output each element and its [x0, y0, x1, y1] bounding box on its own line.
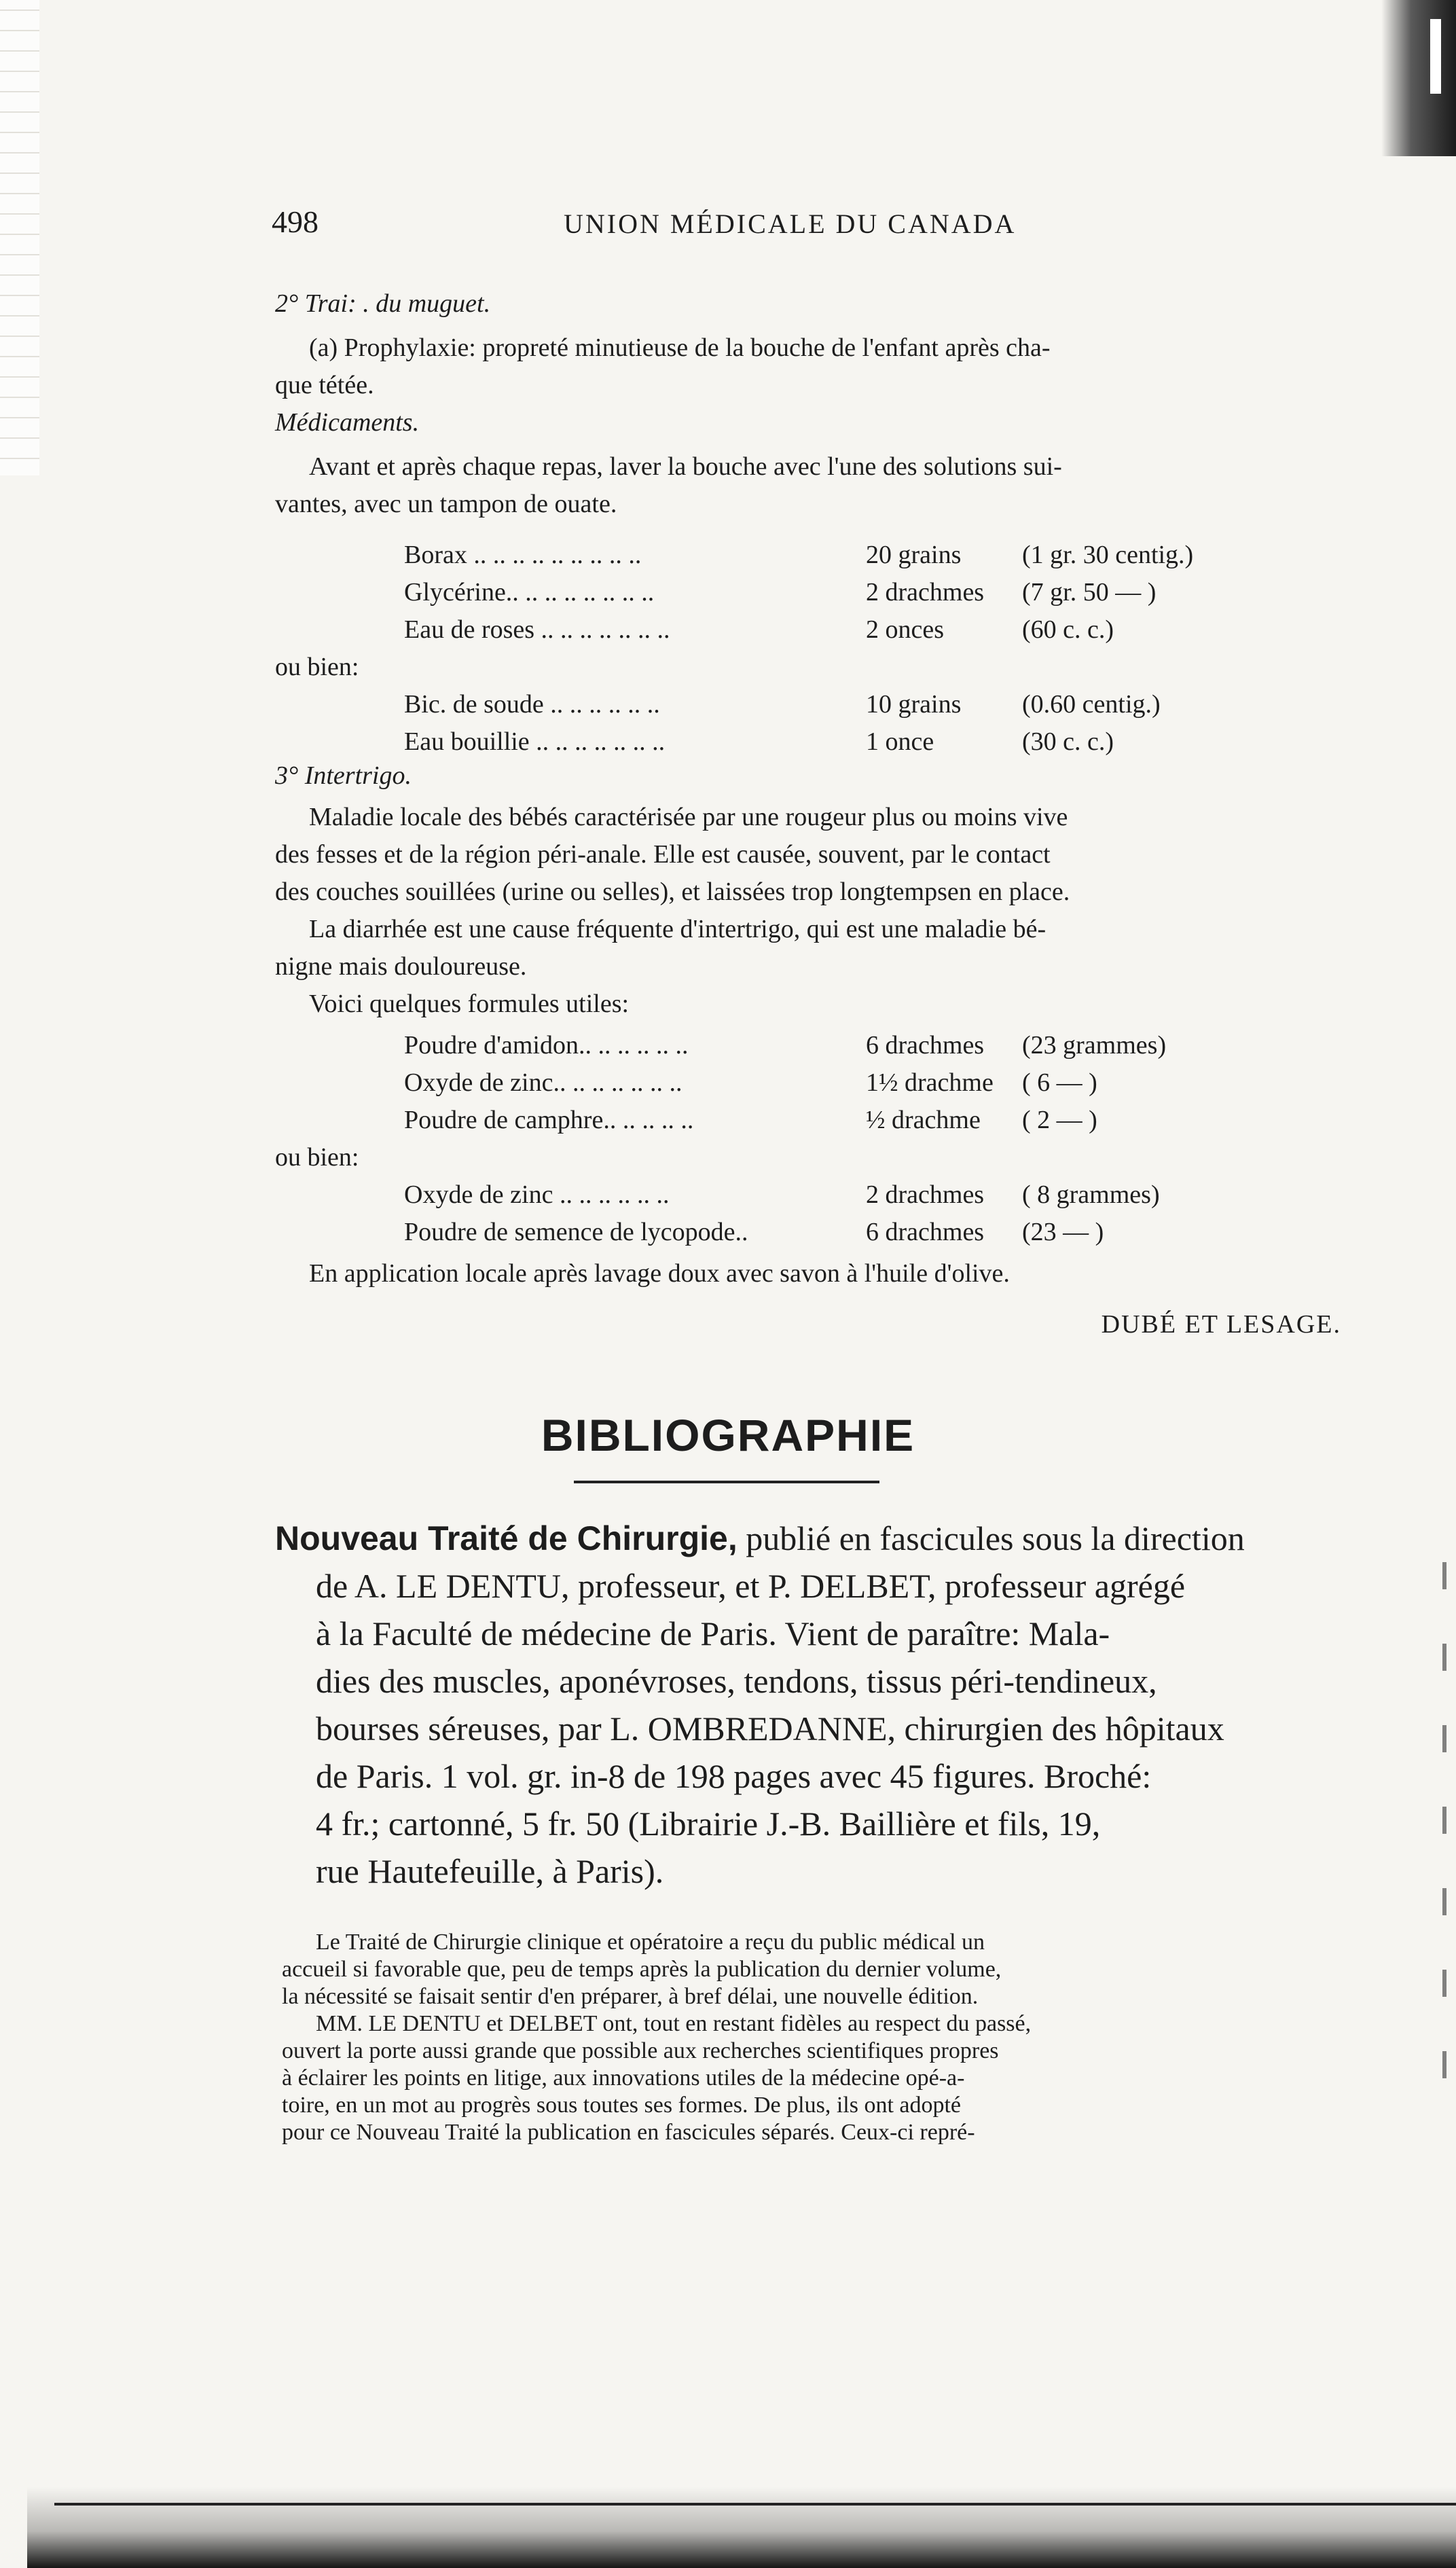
entry-line: dies des muscles, aponévroses, tendons, tissus péri-tendineux,: [316, 1662, 1157, 1700]
scan-bottom-shadow: [27, 2486, 1456, 2568]
ingredient: Eau bouillie .. .. .. .. .. .. ..: [404, 727, 666, 756]
quantity: 6 drachmes: [866, 1218, 985, 1246]
quantity: 2 onces: [866, 615, 945, 644]
metric: ( 8 grammes): [1022, 1180, 1160, 1209]
formula-row: [275, 537, 1430, 574]
quantity: 2 drachmes: [866, 578, 985, 607]
review-line: accueil si favorable que, peu de temps après la publication du dernier volume,: [282, 1957, 1002, 1982]
metric: (30 c. c.): [1022, 727, 1114, 756]
ingredient: Borax .. .. .. .. .. .. .. .. ..: [404, 541, 642, 569]
entry-line: bourses séreuses, par L. OMBREDANNE, chirurgien des hôpitaux: [316, 1710, 1224, 1748]
quantity: ½ drachme: [866, 1106, 981, 1134]
bibliography-entry: [275, 1515, 1443, 1895]
ingredient: Glycérine.. .. .. .. .. .. .. ..: [404, 578, 655, 607]
title-rule: [574, 1481, 879, 1483]
page-edge-left: [0, 0, 39, 475]
ou-bien-label: ou bien:: [275, 653, 359, 681]
formula-row: [275, 1176, 1430, 1214]
entry-first-line: [275, 1515, 1443, 1562]
paragraph-line: (a) Prophylaxie: propreté minutieuse de la bouche de l'enfant après cha-: [309, 333, 1051, 362]
paragraph-line: Avant et après chaque repas, laver la bouche avec l'une des solutions sui-: [309, 452, 1062, 481]
section-heading: 2° Trai: . du muguet.: [275, 289, 491, 318]
review-line: à éclairer les points en litige, aux innovations utiles de la médecine opé-a-: [282, 2065, 965, 2091]
formula-row: [275, 1027, 1430, 1064]
paragraph-line: Maladie locale des bébés caractérisée par une rougeur plus ou moins vive: [309, 803, 1068, 831]
paragraph-line: La diarrhée est une cause fréquente d'intertrigo, qui est une maladie bé-: [309, 915, 1046, 943]
formula-row: [275, 1064, 1430, 1102]
running-head: UNION MÉDICALE DU CANADA: [564, 209, 1017, 239]
metric: (7 gr. 50 — ): [1022, 578, 1157, 607]
review-line: ouvert la porte aussi grande que possible aux recherches scientifiques propres: [282, 2038, 999, 2063]
metric: (23 — ): [1022, 1218, 1104, 1246]
review-line: pour ce Nouveau Traité la publication en fascicules séparés. Ceux-ci repré-: [282, 2120, 975, 2145]
page-header: [272, 204, 1188, 251]
page-number: 498: [272, 204, 318, 239]
metric: (60 c. c.): [1022, 615, 1114, 644]
binding-shadow: [1381, 0, 1456, 156]
ingredient: Oxyde de zinc .. .. .. .. .. ..: [404, 1180, 670, 1209]
ou-bien-label: ou bien:: [275, 1143, 359, 1172]
scan-bottom-edge: [54, 2503, 1456, 2506]
paragraph-line: Voici quelques formules utiles:: [309, 990, 630, 1018]
subheading: Médicaments.: [275, 408, 420, 437]
metric: ( 6 — ): [1022, 1068, 1097, 1097]
paragraph-line: nigne mais douloureuse.: [275, 952, 527, 981]
quantity: 6 drachmes: [866, 1031, 985, 1060]
formula-row: [275, 574, 1430, 611]
ingredient: Oxyde de zinc.. .. .. .. .. .. ..: [404, 1068, 682, 1097]
quantity: 1½ drachme: [866, 1068, 994, 1097]
formula-row: [275, 686, 1430, 723]
entry-line: publié en fascicules sous la direction: [737, 1519, 1245, 1557]
ingredient: Eau de roses .. .. .. .. .. .. ..: [404, 615, 670, 644]
entry-line: 4 fr.; cartonné, 5 fr. 50 (Librairie J.-B. Baillière et fils, 19,: [316, 1805, 1101, 1843]
metric: (0.60 centig.): [1022, 690, 1161, 719]
signature: DUBÉ ET LESAGE.: [1101, 1310, 1341, 1339]
metric: ( 2 — ): [1022, 1106, 1097, 1134]
section-muguet: [275, 285, 1430, 761]
formula-table: [275, 686, 1430, 761]
formula-table: [275, 1176, 1430, 1251]
section-heading: 3° Intertrigo.: [275, 761, 412, 790]
quantity: 10 grains: [866, 690, 962, 719]
formula-row: [275, 611, 1430, 649]
formula-row: [275, 1102, 1430, 1139]
paragraph-line: En application locale après lavage doux avec savon à l'huile d'olive.: [309, 1259, 1010, 1288]
entry-line: à la Faculté de médecine de Paris. Vient de paraître: Mala-: [316, 1614, 1110, 1652]
ingredient: Poudre de camphre.. .. .. .. ..: [404, 1106, 694, 1134]
formula-row: [275, 723, 1430, 761]
book-title: Nouveau Traité de Chirurgie,: [275, 1519, 738, 1557]
bibliography-title: BIBLIOGRAPHIE: [541, 1410, 915, 1460]
metric: (23 grammes): [1022, 1031, 1167, 1060]
formula-table: [275, 1027, 1430, 1139]
quantity: 2 drachmes: [866, 1180, 985, 1209]
entry-line: de Paris. 1 vol. gr. in-8 de 198 pages avec 45 figures. Broché:: [316, 1757, 1152, 1795]
review-line: Le Traité de Chirurgie clinique et opératoire a reçu du public médical un: [316, 1930, 985, 1955]
review-line: toire, en un mot au progrès sous toutes ses formes. De plus, ils ont adopté: [282, 2093, 962, 2118]
entry-line: rue Hautefeuille, à Paris).: [316, 1852, 664, 1890]
section-intertrigo: [275, 757, 1430, 1343]
ingredient: Poudre d'amidon.. .. .. .. .. ..: [404, 1031, 689, 1060]
quantity: 1 once: [866, 727, 934, 756]
paragraph-line: des couches souillées (urine ou selles), et laissées trop longtempsen en place.: [275, 878, 1070, 906]
paragraph-line: vantes, avec un tampon de ouate.: [275, 490, 617, 518]
ingredient: Bic. de soude .. .. .. .. .. ..: [404, 690, 660, 719]
quantity: 20 grains: [866, 541, 962, 569]
metric: (1 gr. 30 centig.): [1022, 541, 1194, 569]
review-line: la nécessité se faisait sentir d'en préparer, à bref délai, une nouvelle édition.: [282, 1984, 979, 2009]
entry-line: de A. LE DENTU, professeur, et P. DELBET, professeur agrégé: [316, 1567, 1186, 1605]
formula-row: [275, 1214, 1430, 1251]
paragraph-line: que tétée.: [275, 371, 374, 399]
review-line: MM. LE DENTU et DELBET ont, tout en restant fidèles au respect du passé,: [316, 2011, 1032, 2036]
paragraph-line: des fesses et de la région péri-anale. Elle est causée, souvent, par le contact: [275, 840, 1051, 869]
ingredient: Poudre de semence de lycopode..: [404, 1218, 748, 1246]
bibliography-review: [282, 1929, 1436, 2146]
formula-table: [275, 537, 1430, 649]
